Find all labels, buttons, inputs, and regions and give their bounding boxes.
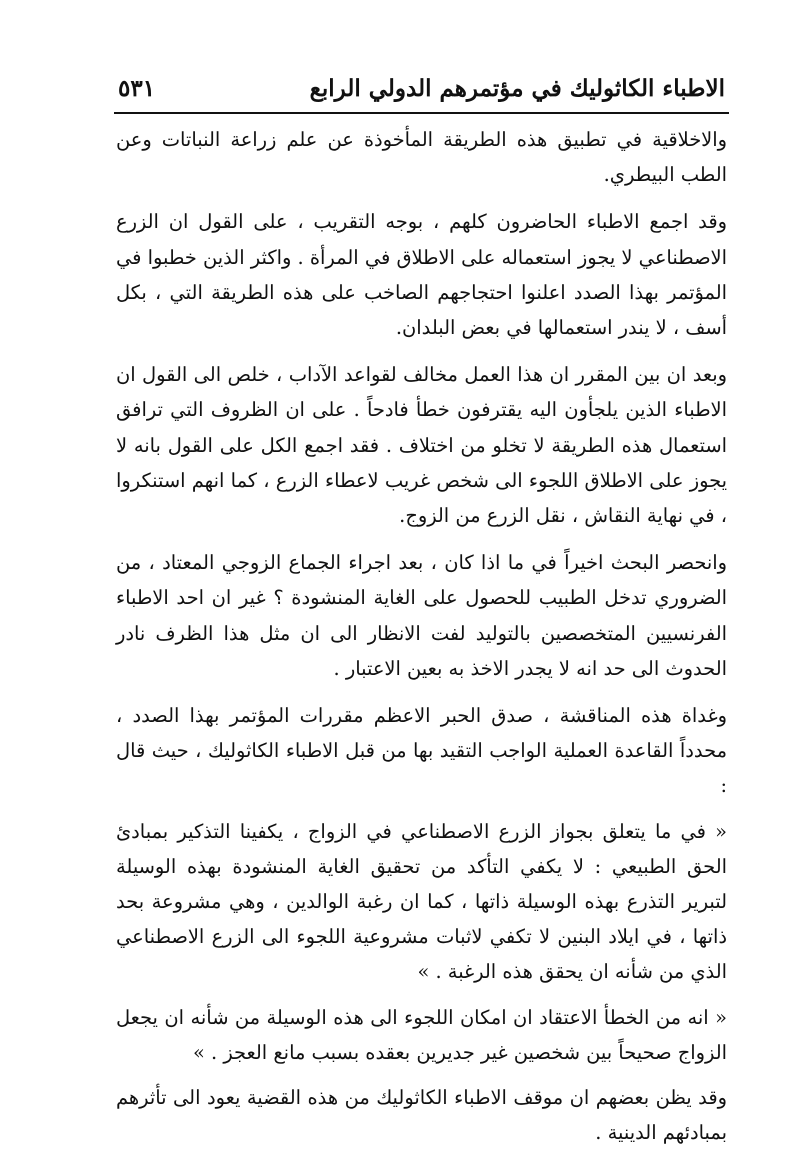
page-number: ٥٣١	[118, 74, 156, 102]
quoted-paragraph: « في ما يتعلق بجواز الزرع الاصطناعي في الزواج ، يكفينا التذكير بمبادئ الحق الطبيعي : لا يكفي التأكد من تحقيق الغاية المنشودة بهذه الوسيلة لتبرير التذرع بهذه الوسيلة ذاتها ، كما ان رغبة الوالدين ، وهي مشروعة بحد ذاتها ، في ايلاد البنين لا تكفي لاثبات مشروعية اللجوء الى الزرع الاصطناعي الذي من شأنه ان يحقق هذه الرغبة . »	[116, 819, 727, 984]
paragraph: وغداة هذه المناقشة ، صدق الحبر الاعظم مقررات المؤتمر بهذا الصدد ، محدداً القاعدة العملية الواجب التقيد بها من قبل الاطباء الكاثوليك ، حيث قال :	[116, 704, 727, 798]
body-text	[116, 122, 727, 1162]
running-header	[118, 68, 725, 108]
quoted-paragraph: « انه من الخطأ الاعتقاد ان امكان اللجوء الى هذه الوسيلة من شأنه ان يجعل الزواج صحيحاً بين شخصين غير جديرين بعقده بسبب مانع العجز . »	[116, 1005, 727, 1064]
header-rule	[114, 112, 729, 114]
paragraph: وبعد ان بين المقرر ان هذا العمل مخالف لقواعد الآداب ، خلص الى القول ان الاطباء الذين يلجأون اليه يقترفون خطأ فادحاً . على ان الظروف التي ترافق استعمال هذه الطريقة لا تخلو من اختلاف . فقد اجمع الكل على القول بانه لا يجوز على الاطلاق اللجوء الى شخص غريب لاعطاء الزرع ، كما انهم استنكروا ، في نهاية النقاش ، نقل الزرع من الزوج.	[116, 363, 727, 528]
paragraph: وانحصر البحث اخيراً في ما اذا كان ، بعد اجراء الجماع الزوجي المعتاد ، من الضروري تدخل الطبيب للحصول على الغاية المنشودة ؟ غير ان احد الاطباء الفرنسيين المتخصصين بالتوليد لفت الانظار الى ان مثل هذا الظرف نادر الحدوث الى حد انه لا يجدر الاخذ به بعين الاعتبار .	[116, 551, 727, 680]
header-title: الاطباء الكاثوليك في مؤتمرهم الدولي الرابع	[309, 74, 725, 102]
paragraph: والاخلاقية في تطبيق هذه الطريقة المأخوذة عن علم زراعة النباتات وعن الطب البيطري.	[116, 128, 727, 187]
paragraph: وقد يظن بعضهم ان موقف الاطباء الكاثوليك من هذه القضية يعود الى تأثرهم بمبادئهم الدينية .	[116, 1086, 727, 1145]
paragraph: وقد اجمع الاطباء الحاضرون كلهم ، بوجه التقريب ، على القول ان الزرع الاصطناعي لا يجوز استعماله على الاطلاق في المرأة . واكثر الذين خطبوا في المؤتمر بهذا الصدد اعلنوا احتجاجهم الصاخب على هذه الطريقة التي ، بكل أسف ، لا يندر استعمالها في بعض البلدان.	[116, 210, 727, 340]
